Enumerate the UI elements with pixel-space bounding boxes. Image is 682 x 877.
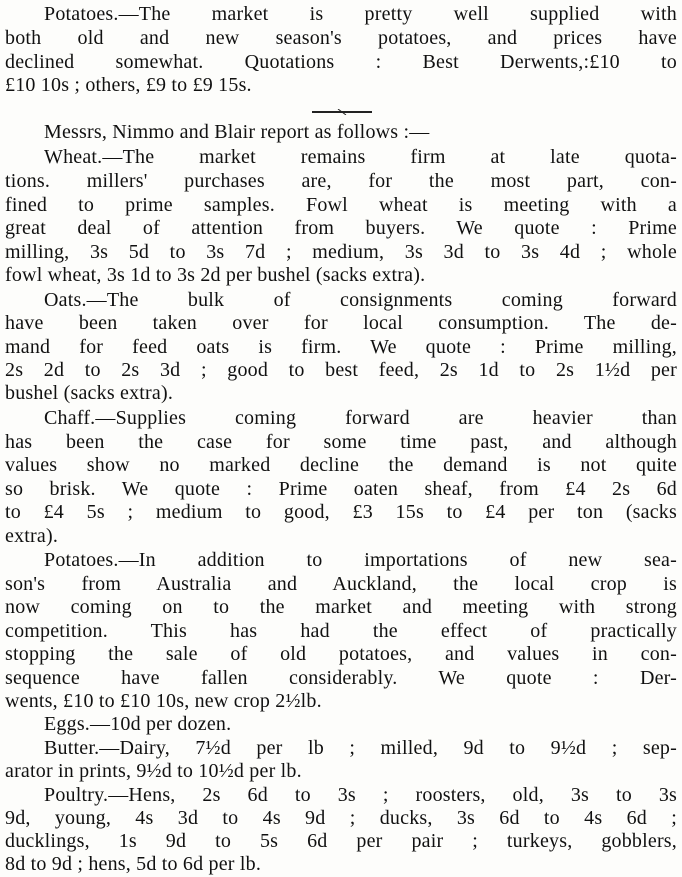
text-line: Potatoes.—In addition to importations of new sea- — [44, 549, 677, 571]
text-line: Butter.—Dairy, 7½d per lb ; milled, 9d to 9½d ; sep- — [44, 737, 677, 759]
text-line: arator in prints, 9½d to 10½d per lb. — [5, 760, 302, 782]
text-line: stopping the sale of old potatoes, and values in con- — [5, 643, 677, 665]
text-line: wents, £10 to £10 10s, new crop 2½lb. — [5, 690, 322, 712]
text-line: fowl wheat, 3s 1d to 3s 2d per bushel (sacks extra). — [5, 264, 426, 286]
report-heading: Messrs, Nimmo and Blair report as follows :— — [44, 121, 430, 143]
text-line: fined to prime samples. Fowl wheat is meeting with a — [5, 194, 677, 216]
text-line: has been the case for some time past, and although — [5, 431, 677, 453]
text-line: sequence have fallen considerably. We quote : Der- — [5, 667, 677, 689]
text-line: ducklings, 1s 9d to 5s 6d per pair ; turkeys, gobblers, — [5, 830, 677, 852]
text-line: Chaff.—Supplies coming forward are heavier than — [44, 407, 677, 429]
text-line: to £4 5s ; medium to good, £3 15s to £4 per ton (sacks — [5, 501, 677, 523]
text-line: great deal of attention from buyers. We quote : Prime — [5, 217, 677, 239]
text-line: Eggs.—10d per dozen. — [44, 713, 232, 735]
section-divider — [312, 109, 372, 115]
text-line: both old and new season's potatoes, and prices have — [5, 27, 677, 49]
text-line: bushel (sacks extra). — [5, 382, 174, 404]
text-line: 9d, young, 4s 3d to 4s 9d ; ducks, 3s 6d to 4s 6d ; — [5, 807, 677, 829]
text-line: tions. millers' purchases are, for the most part, con- — [5, 170, 677, 192]
text-line: Poultry.—Hens, 2s 6d to 3s ; roosters, old, 3s to 3s — [44, 784, 677, 806]
text-line: 8d to 9d ; hens, 5d to 6d per lb. — [5, 853, 262, 875]
text-line: 2s 2d to 2s 3d ; good to best feed, 2s 1d to 2s 1½d per — [5, 359, 677, 381]
text-line: declined somewhat. Quotations : Best Derwents,:£10 to — [5, 51, 677, 73]
text-line: son's from Australia and Auckland, the local crop is — [5, 573, 677, 595]
text-line: competition. This has had the effect of practically — [5, 620, 677, 642]
text-line: so brisk. We quote : Prime oaten sheaf, from £4 2s 6d — [5, 478, 677, 500]
text-line: £10 10s ; others, £9 to £9 15s. — [5, 74, 252, 96]
text-line: now coming on to the market and meeting with strong — [5, 596, 677, 618]
text-line: have been taken over for local consumption. The de- — [5, 312, 677, 334]
text-line: Potatoes.—The market is pretty well supplied with — [44, 3, 677, 25]
text-line: values show no marked decline the demand is not quite — [5, 454, 677, 476]
text-line: mand for feed oats is firm. We quote : Prime milling, — [5, 336, 677, 358]
text-line: milling, 3s 5d to 3s 7d ; medium, 3s 3d to 3s 4d ; whole — [5, 241, 677, 263]
text-line: Wheat.—The market remains firm at late quota- — [44, 146, 677, 168]
text-line: Oats.—The bulk of consignments coming forward — [44, 289, 677, 311]
text-line: extra). — [5, 525, 59, 547]
